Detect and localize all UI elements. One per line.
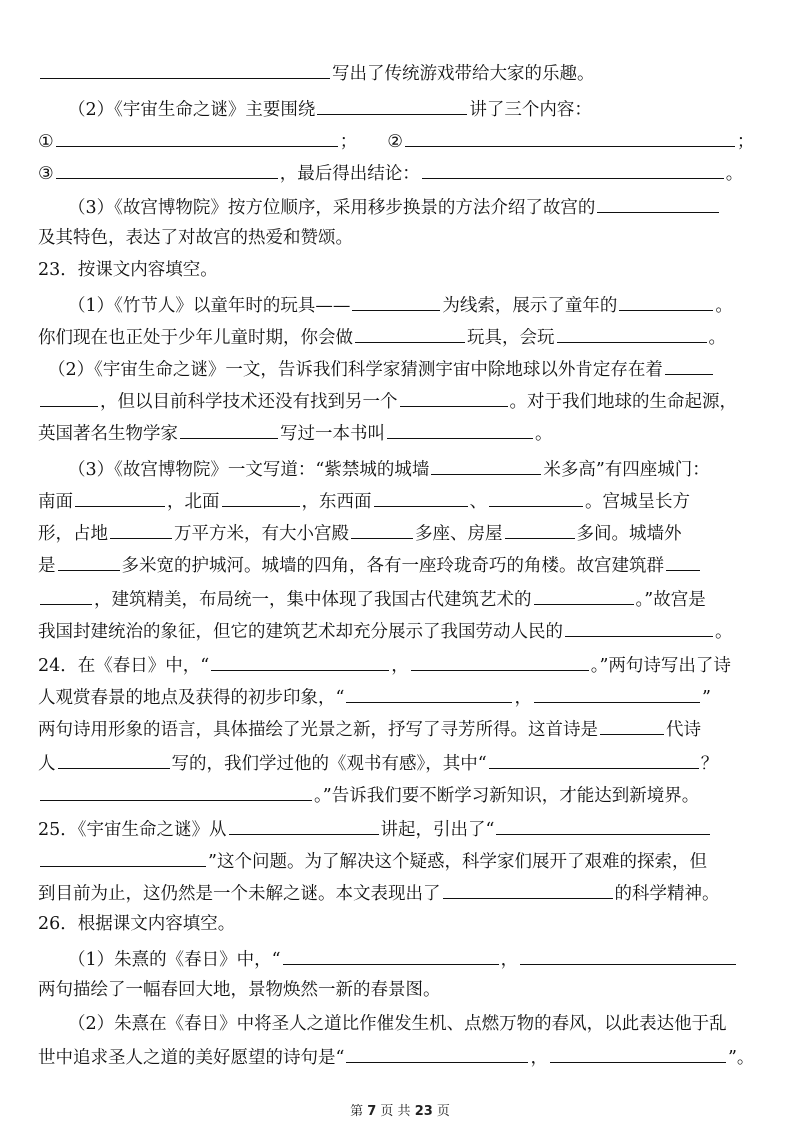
text-line: 两句诗用形象的语言，具体描绘了光景之新，抒写了寻芳所得。这首诗是 代诗 xyxy=(38,716,768,740)
answer-blank[interactable] xyxy=(565,618,713,637)
answer-blank[interactable] xyxy=(400,388,508,407)
answer-blank[interactable] xyxy=(317,96,467,115)
answer-blank[interactable] xyxy=(443,880,613,899)
text-line: 你们现在也正处于少年儿童时期，你会做 玩具，会玩 。 xyxy=(38,324,768,348)
answer-blank[interactable] xyxy=(557,324,707,343)
text-line: ① ； ② ； xyxy=(38,128,768,152)
page-total: 23 xyxy=(414,1104,433,1119)
answer-blank[interactable] xyxy=(40,388,98,407)
answer-blank[interactable] xyxy=(550,1044,726,1063)
text-line: （2）《宇宙生命之谜》主要围绕 讲了三个内容： xyxy=(38,96,798,120)
answer-blank[interactable] xyxy=(534,586,634,605)
answer-blank[interactable] xyxy=(58,552,120,571)
question-26-heading: 26．根据课文内容填空。 xyxy=(38,914,236,934)
answer-blank[interactable] xyxy=(352,292,440,311)
text-line: 南面 ，北面 ，东西面 、 。宫城呈长方 xyxy=(38,488,768,512)
text-line: 两句描绘了一幅春回大地，景物焕然一新的春景图。 xyxy=(38,980,441,1000)
answer-blank[interactable] xyxy=(229,816,379,835)
text-line: 。”告诉我们要不断学习新知识，才能达到新境界。 xyxy=(38,782,768,806)
page-footer: 第 7 页 共 23 页 xyxy=(350,1104,450,1119)
text-line: （2）《宇宙生命之谜》一文，告诉我们科学家猜测宇宙中除地球以外肯定存在着 xyxy=(48,356,778,380)
answer-blank[interactable] xyxy=(387,420,533,439)
answer-blank[interactable] xyxy=(222,488,300,507)
answer-blank[interactable] xyxy=(600,716,664,735)
answer-blank[interactable] xyxy=(75,488,165,507)
text-line: 到目前为止，这仍然是一个未解之谜。本文表现出了 的科学精神。 xyxy=(38,880,768,904)
text-line: 是 多米宽的护城河。城墙的四角，各有一座玲珑奇巧的角楼。故宫建筑群 xyxy=(38,552,768,576)
text-line: 形，占地 万平方米，有大小宫殿 多座、房屋 多间。城墙外 xyxy=(38,520,768,544)
text-line: 世中追求圣人之道的美好愿望的诗句是“ ， ”。 xyxy=(38,1044,768,1068)
answer-blank[interactable] xyxy=(56,160,278,179)
text-line: ”这个问题。为了解决这个疑惑，科学家们展开了艰难的探索，但 xyxy=(38,848,768,872)
answer-blank[interactable] xyxy=(665,356,713,375)
text-line: 我国封建统治的象征，但它的建筑艺术却充分展示了我国劳动人民的 。 xyxy=(38,618,768,642)
answer-blank[interactable] xyxy=(422,160,724,179)
answer-blank[interactable] xyxy=(355,324,465,343)
text-line: 及其特色，表达了对故宫的热爱和赞颂。 xyxy=(38,228,353,248)
answer-blank[interactable] xyxy=(489,488,583,507)
answer-blank[interactable] xyxy=(346,684,512,703)
answer-blank[interactable] xyxy=(411,652,589,671)
text-line: （3）《故宫博物院》按方位顺序，采用移步换景的方法介绍了故宫的 xyxy=(38,194,798,218)
answer-blank[interactable] xyxy=(180,420,278,439)
text-line: 英国著名生物学家 写过一本书叫 。 xyxy=(38,420,768,444)
text-line: ，但以目前科学技术还没有找到另一个 。对于我们地球的生命起源， xyxy=(38,388,768,412)
answer-blank[interactable] xyxy=(346,1044,528,1063)
answer-blank[interactable] xyxy=(489,750,699,769)
text-line: ，建筑精美，布局统一，集中体现了我国古代建筑艺术的 。”故宫是 xyxy=(38,586,768,610)
answer-blank[interactable] xyxy=(520,946,736,965)
answer-blank[interactable] xyxy=(58,750,170,769)
answer-blank[interactable] xyxy=(283,946,499,965)
text-line: （1）《竹节人》以童年时的玩具—— 为线索，展示了童年的 。 xyxy=(38,292,798,316)
question-23-heading: 23．按课文内容填空。 xyxy=(38,260,218,280)
answer-blank[interactable] xyxy=(666,552,700,571)
answer-blank[interactable] xyxy=(534,684,700,703)
text-line: （3）《故宫博物院》一文写道：“紫禁城的城墙 米多高”有四座城门： xyxy=(38,456,798,480)
text-line: 写出了传统游戏带给大家的乐趣。 xyxy=(38,60,768,84)
text-line: ③ ，最后得出结论： 。 xyxy=(38,160,768,184)
text-line: 人 写的，我们学过他的《观书有感》，其中“ ？ xyxy=(38,750,768,774)
answer-blank[interactable] xyxy=(40,60,330,79)
text-line: （1）朱熹的《春日》中，“ ， xyxy=(38,946,798,970)
page-number: 7 xyxy=(367,1104,377,1119)
answer-blank[interactable] xyxy=(374,488,468,507)
answer-blank[interactable] xyxy=(40,848,206,867)
answer-blank[interactable] xyxy=(496,816,710,835)
answer-blank[interactable] xyxy=(405,128,735,147)
answer-blank[interactable] xyxy=(597,194,719,213)
question-24-line: 24．在《春日》中，“ ， 。”两句诗写出了诗 xyxy=(38,652,768,676)
answer-blank[interactable] xyxy=(211,652,389,671)
question-25-line: 25．《宇宙生命之谜》从 讲起，引出了“ xyxy=(38,816,768,840)
text-line: 人观赏春景的地点及获得的初步印象，“ ， ” xyxy=(38,684,768,708)
answer-blank[interactable] xyxy=(40,782,312,801)
answer-blank[interactable] xyxy=(351,520,413,539)
answer-blank[interactable] xyxy=(505,520,575,539)
answer-blank[interactable] xyxy=(431,456,541,475)
answer-blank[interactable] xyxy=(110,520,172,539)
answer-blank[interactable] xyxy=(619,292,713,311)
answer-blank[interactable] xyxy=(40,586,92,605)
answer-blank[interactable] xyxy=(56,128,338,147)
text-line: （2）朱熹在《春日》中将圣人之道比作催发生机、点燃万物的春风，以此表达他于乱 xyxy=(68,1014,727,1034)
